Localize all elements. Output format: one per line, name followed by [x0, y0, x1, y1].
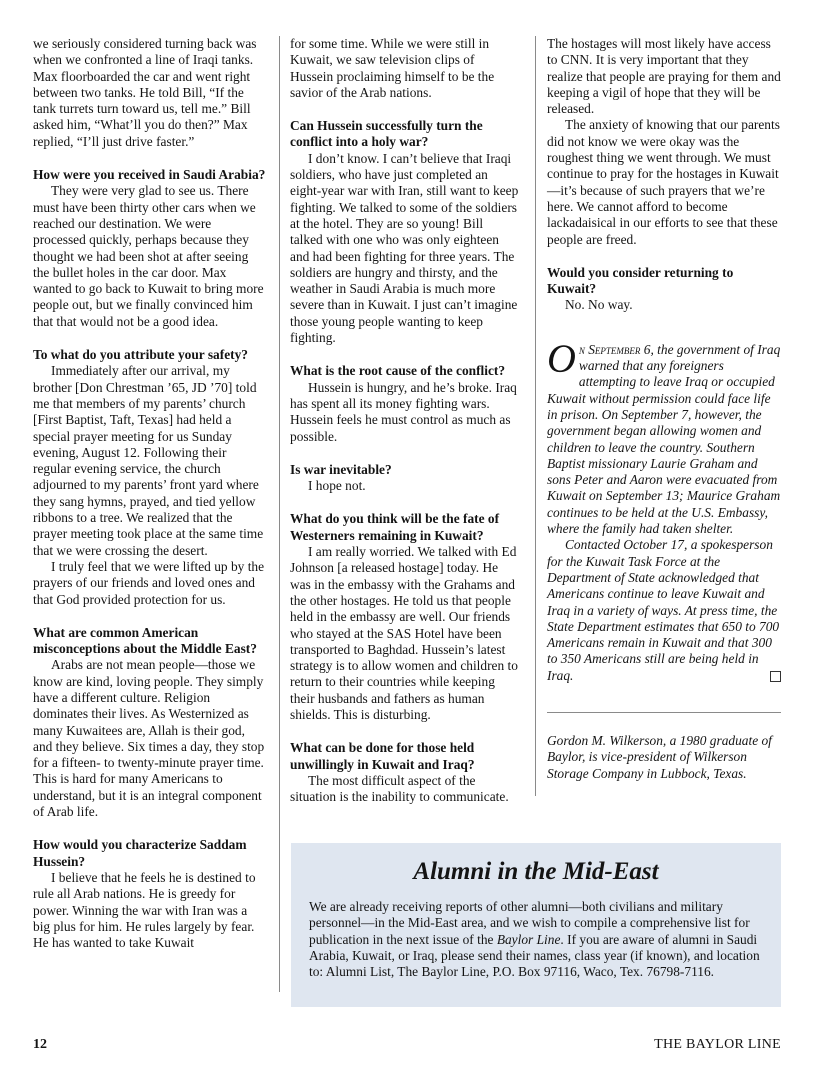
page-number: 12 — [33, 1037, 47, 1052]
sidebar-title: Alumni in the Mid-East — [413, 858, 659, 885]
question-heading: Is war inevitable? — [290, 461, 392, 477]
answer-paragraph: I hope not. — [308, 478, 366, 494]
sidebar-text-part: We are already receiving reports of other alumni—both civilians and military personnel—in the Mid-East area, and we wish to compile a comprehensive list for publication in the next issue of the — [309, 899, 750, 947]
drop-cap: O — [547, 335, 576, 381]
answer-paragraph: I don’t know. I can’t believe that Iraqi soldiers, who have just completed an eight-year war with Iran, still want to keep fighting. We talked to some of the soldiers at the hotel. They are so young! Bill talked with one who was only eighteen and had been fighting for three years. The soldiers are hungry and thirsty, and the weather in Saudi Arabia is much more severe than in Kuwait. I just can’t imagine those young people wanting to keep fighting. — [290, 150, 519, 346]
answer-paragraph: I truly feel that we were lifted up by the prayers of our friends and loved ones and that God provided protection for us. — [33, 558, 265, 607]
small-caps-lead: n September — [578, 341, 641, 357]
sidebar-text-part: . If you are aware of alumni in Saudi Arabia, Kuwait, or Iraq, please send their names, class year (if known), and location to: Alumni List, The Baylor Line, P.O. Box 97116, Waco, Tex. 76798-7116. — [309, 931, 760, 980]
answer-paragraph: They were very glad to see us. There must have been thirty other cars when we reached our destination. We were processed quickly, perhaps because they thought we had been shot at after seeing the bullet holes in the car door. Max wanted to go back to Kuwait to bring more people out, but we finally convinced him that that would not be a good idea. — [33, 183, 264, 329]
publication-footer: THE BAYLOR LINE — [654, 1037, 781, 1052]
editor-note — [547, 335, 781, 684]
question-heading: To what do you attribute your safety? — [33, 347, 249, 363]
alumni-sidebar-box — [291, 843, 781, 1007]
answer-paragraph: The most difficult aspect of the situation is the inability to communicate. — [290, 772, 509, 805]
answer-paragraph: Arabs are not mean people—those we know are kind, loving people. They simply have a different culture. Religion dominates their lives. As Westernized as many Kuwaitees are, Allah is their god, and they believe. Six times a day, they stop for a fifteen- to twenty-minute prayer time. This is hard for many Americans to understand, but it is an integral component of Arab life. — [33, 657, 265, 820]
end-mark-icon — [770, 671, 781, 682]
editor-note-paragraph — [547, 335, 781, 538]
publication-name: Baylor Line — [496, 931, 561, 947]
question-heading: What can be done for those held unwillingly in Kuwait and Iraq? — [290, 740, 475, 772]
author-bio: Gordon M. Wilkerson, a 1980 graduate of Baylor, is vice-president of Wilkerson Storage Company in Lubbock, Texas. — [547, 732, 772, 781]
editor-note-paragraph — [547, 537, 781, 684]
question-heading: Would you consider returning to Kuwait? — [547, 264, 734, 297]
paragraph: The hostages will most likely have access to CNN. It is very important that they realize that people are praying for them and keeping a vigil of hope that they will be released. — [547, 36, 781, 117]
column-divider — [279, 36, 280, 992]
article-column-2 — [290, 36, 519, 805]
answer-paragraph: I believe that he feels he is destined to rule all Arab nations. He is greedy for power. Winning the war with Iran was a big plus for him. He rules largely by fear. He has wanted to take Kuwait — [33, 869, 256, 951]
answer-paragraph: No. No way. — [565, 297, 633, 313]
answer-paragraph: I am really worried. We talked with Ed Johnson [a released hostage] today. He was in the embassy with the Grahams and the other hostages. He told us that people held in the embassy are well. Our friends who stayed at the SAS Hotel have been transported to Baghdad. Hussein’s latest strategy is to allow women and children to return to their countries while keeping their husbands and fathers as human shields. This is disturbing. — [290, 544, 518, 722]
question-heading: How would you characterize Saddam Hussein? — [33, 837, 247, 869]
answer-paragraph: Hussein is hungry, and he’s broke. Iraq has spent all its money fighting wars. Hussein feels he must control as much as possible. — [290, 379, 517, 444]
question-heading: What are common American misconceptions about the Middle East? — [33, 624, 257, 657]
paragraph: The anxiety of knowing that our parents did not know we were okay was the roughest thing we went through. We must continue to pray for the hostages in Kuwait—it’s because of such prayers that we’re here. We cannot afford to become lackadaisical in our efforts to see that these people are freed. — [547, 117, 780, 247]
paragraph: we seriously considered turning back was when we confronted a line of Iraqi tanks. Max floorboarded the car and went right between two tanks. He told Bill, “If the tank turrets turn toward us, tell me.” Bill asked him, “What’ll you do then?” Max replied, “I’ll just drive faster.” — [33, 36, 257, 149]
editor-note-text: Contacted October 17, a spokesperson for the Kuwait Task Force at the Department of State acknowledged that Americans continue to leave Kuwait and Iraq in a variety of ways. At press time, the State Department estimates that 650 to 700 Americans remain in Kuwait and that 300 to 350 Americans still are being held in Iraq. — [547, 537, 780, 683]
editor-note-text: 6, the government of Iraq warned that any foreigners attempting to leave Iraq or occupied Kuwait without permission could face life in prison. On September 7, however, the government began allowing women and children to leave the country. Southern Baptist missionary Laurie Graham and sons Peter and Aaron were evacuated from Kuwait on September 13; Maurice Graham continues to be held at the U.S. Embassy, where the family had taken shelter. — [547, 341, 781, 537]
question-heading: Can Hussein successfully turn the conflict into a holy war? — [290, 118, 483, 150]
sidebar-text — [309, 899, 769, 980]
article-column-3 — [547, 36, 781, 782]
answer-paragraph: Immediately after our arrival, my brother [Don Chrestman ’65, JD ’70] told me that members of my parents’ church [First Baptist, Taft, Texas] had held a special prayer meeting for us Sunday evening, August 12. Following their regular evening service, the church adjourned to my parents’ front yard where they sang hymns, prayed, and tied yellow ribbons to a tree. We realized that the prayer meeting took place at the same time that we were crossing the desert. — [33, 363, 264, 558]
question-heading: What is the root cause of the conflict? — [290, 363, 506, 379]
column-divider — [535, 36, 536, 796]
question-heading: How were you received in Saudi Arabia? — [33, 167, 266, 183]
paragraph: for some time. While we were still in Kuwait, we saw television clips of Hussein proclaiming himself to be the savior of the Arab nations. — [290, 36, 495, 100]
question-heading: What do you think will be the fate of Westerners remaining in Kuwait? — [290, 511, 500, 543]
article-column-1 — [33, 36, 267, 951]
